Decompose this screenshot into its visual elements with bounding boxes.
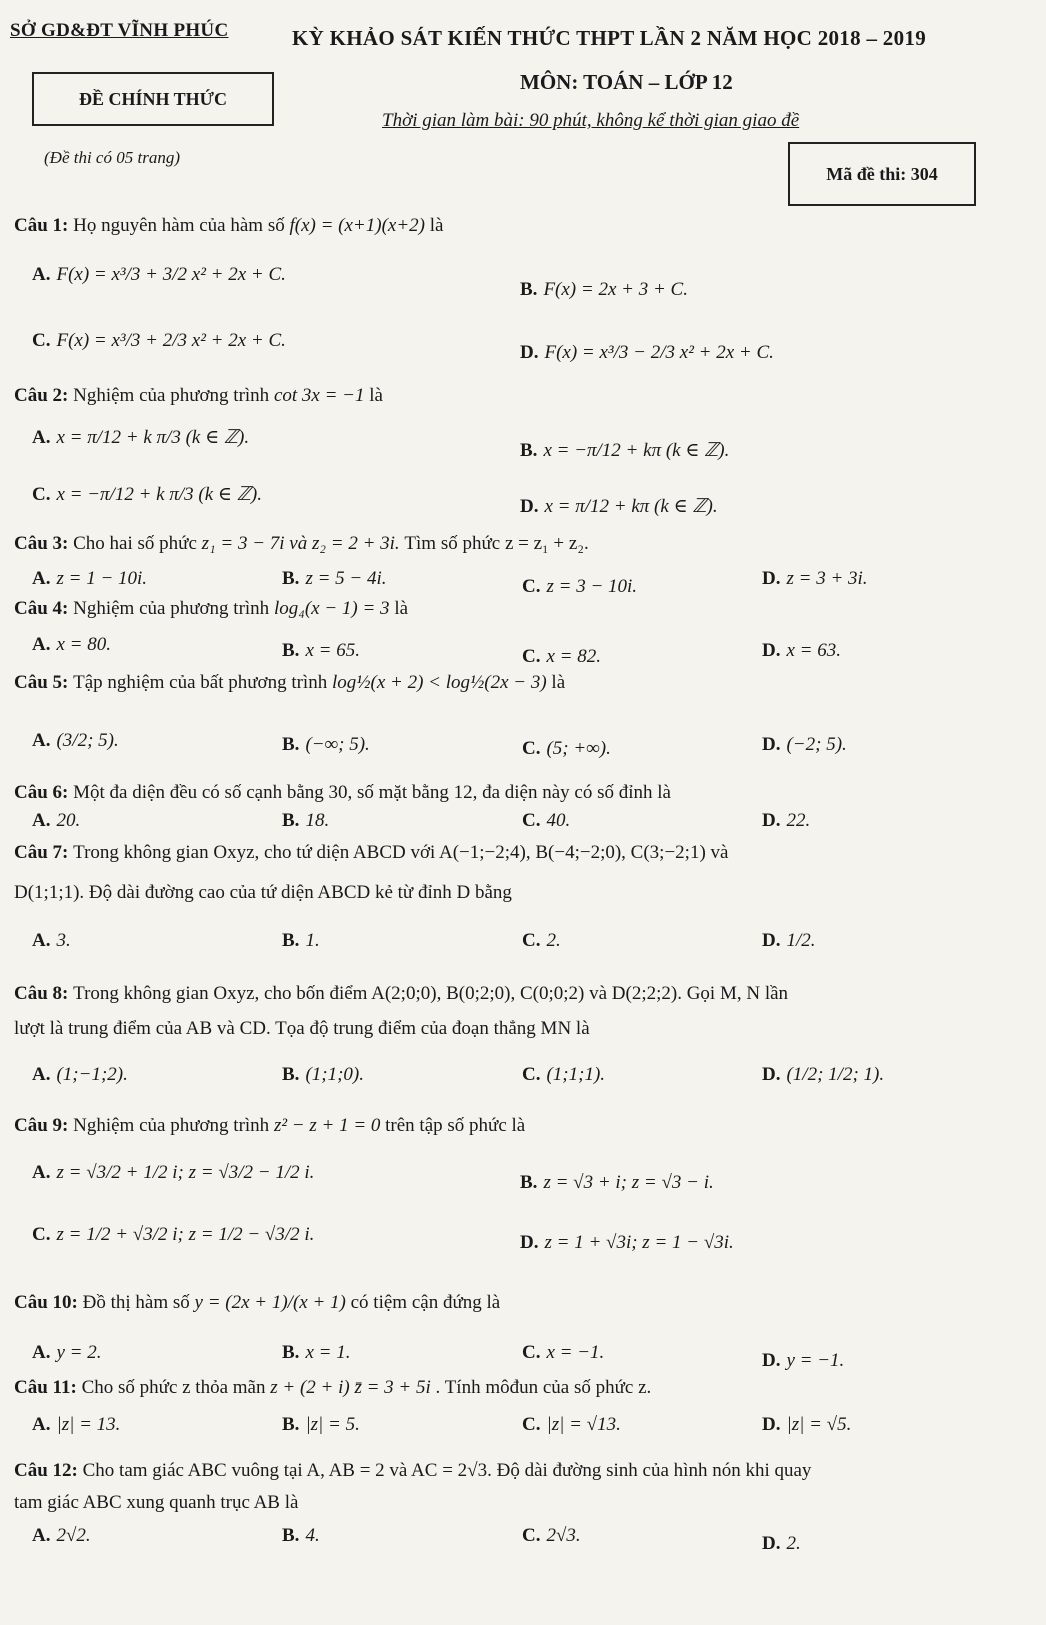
question-1-option-d[interactable] [520, 340, 774, 366]
option-label: D. [762, 1350, 781, 1371]
question-10-stem [14, 1290, 1034, 1316]
question-text: Nghiệm của phương trình [73, 598, 274, 619]
option-label: A. [32, 810, 51, 831]
question-text: Trong không gian Oxyz, cho tứ diện ABCD với A(−1;−2;4), B(−4;−2;0), C(3;−2;1) và [73, 842, 729, 863]
time-note: Thời gian làm bài: 90 phút, không kể thời gian giao đề [382, 110, 800, 131]
option-value: 2. [546, 930, 561, 951]
option-value: 1/2. [786, 930, 816, 951]
option-value: F(x) = x³/3 − 2/3 x² + 2x + C. [544, 342, 774, 363]
option-value: x = π/12 + k π/3 (k ∈ ℤ). [56, 427, 250, 448]
option-value: (1;1;0). [305, 1064, 364, 1085]
question-11-option-c[interactable] [522, 1412, 621, 1438]
question-formula: z² − z + 1 = 0 [273, 1115, 386, 1136]
question-number: Câu 4: [14, 598, 74, 619]
question-8-stem [14, 981, 1034, 1007]
question-7-option-c[interactable] [522, 928, 561, 954]
option-label: B. [520, 1172, 538, 1193]
question-5-option-b[interactable] [282, 732, 370, 758]
question-text: Họ nguyên hàm của hàm số [73, 215, 290, 236]
question-10-option-a[interactable] [32, 1340, 102, 1366]
option-label: A. [32, 264, 51, 285]
question-8-option-c[interactable] [522, 1062, 605, 1088]
question-10-option-b[interactable] [282, 1340, 350, 1366]
option-label: C. [522, 1525, 541, 1546]
question-12-continuation: tam giác ABC xung quanh trục AB là [14, 1492, 299, 1513]
option-label: D. [762, 930, 781, 951]
option-value: 2√2. [56, 1525, 91, 1546]
question-text: Cho hai số phức [73, 533, 202, 554]
option-label: A. [32, 1162, 51, 1183]
option-label: A. [32, 730, 51, 751]
question-tail: là [394, 598, 409, 619]
question-number: Câu 11: [14, 1377, 82, 1398]
question-12-option-b[interactable] [282, 1523, 320, 1549]
question-10-option-c[interactable] [522, 1340, 604, 1366]
question-6-option-a[interactable] [32, 808, 80, 834]
option-label: A. [32, 1525, 51, 1546]
option-value: z = 1 + √3i; z = 1 − √3i. [544, 1232, 734, 1253]
option-label: C. [32, 330, 51, 351]
option-value: 3. [56, 930, 71, 951]
option-label: D. [762, 810, 781, 831]
option-value: z = √3/2 + 1/2 i; z = √3/2 − 1/2 i. [56, 1162, 315, 1183]
option-value: z = 1 − 10i. [56, 568, 148, 589]
option-label: D. [520, 1232, 539, 1253]
option-label: D. [762, 1064, 781, 1085]
option-value: z = √3 + i; z = √3 − i. [543, 1172, 714, 1193]
question-7-option-d[interactable] [762, 928, 816, 954]
option-value: x = 80. [56, 634, 111, 655]
question-2-stem [14, 383, 1034, 409]
question-2-option-a[interactable] [32, 425, 249, 451]
question-number: Câu 2: [14, 385, 74, 406]
question-text: Cho số phức z thỏa mãn [81, 1377, 271, 1398]
question-tail: Tìm số phức z = z₁ + z₂. [404, 533, 589, 554]
question-tail: là [369, 385, 383, 406]
question-4-stem [14, 596, 1034, 622]
question-6-option-d[interactable] [762, 808, 810, 834]
question-formula: z + (2 + i) z̄ = 3 + 5i [270, 1377, 436, 1398]
question-3-option-d[interactable] [762, 566, 868, 592]
option-value: z = 5 − 4i. [305, 568, 387, 589]
option-value: x = −1. [546, 1342, 605, 1363]
option-label: A. [32, 568, 51, 589]
option-label: C. [522, 738, 541, 759]
option-label: D. [762, 640, 781, 661]
exam-code: Mã đề thi: 304 [788, 142, 976, 206]
option-label: D. [762, 568, 781, 589]
question-formula: y = (2x + 1)/(x + 1) [194, 1292, 351, 1313]
option-label: C. [522, 1414, 541, 1435]
option-value: x = π/12 + kπ (k ∈ ℤ). [544, 496, 718, 517]
question-number: Câu 5: [14, 672, 74, 693]
option-label: A. [32, 427, 51, 448]
option-value: 20. [56, 810, 81, 831]
option-label: D. [520, 496, 539, 517]
question-3-option-a[interactable] [32, 566, 147, 592]
question-6-stem [14, 780, 1034, 806]
exam-title: KỲ KHẢO SÁT KIẾN THỨC THPT LẦN 2 NĂM HỌC 2018 – 2019 [292, 26, 927, 50]
question-number: Câu 6: [14, 782, 74, 803]
option-label: C. [522, 1342, 541, 1363]
question-text: Cho tam giác ABC vuông tại A, AB = 2 và AC = 2√3. Độ dài đường sinh của hình nón khi quay [82, 1460, 812, 1481]
subject-title: MÔN: TOÁN – LỚP 12 [520, 70, 733, 94]
question-text: Tập nghiệm của bất phương trình [73, 672, 332, 693]
question-8-option-b[interactable] [282, 1062, 364, 1088]
option-value: z = 3 + 3i. [786, 568, 868, 589]
option-value: 4. [305, 1525, 320, 1546]
question-2-option-b[interactable] [520, 438, 729, 464]
question-formula: log½(x + 2) < log½(2x − 3) [331, 672, 552, 693]
option-label: A. [32, 1064, 51, 1085]
option-label: B. [282, 1525, 300, 1546]
question-text: Đồ thị hàm số [82, 1292, 195, 1313]
option-label: D. [520, 342, 539, 363]
department-name: SỞ GD&ĐT VĨNH PHÚC [10, 20, 229, 41]
question-text: Một đa diện đều có số cạnh bằng 30, số mặt bằng 12, đa diện này có số đỉnh là [73, 782, 671, 803]
option-value: 1. [305, 930, 320, 951]
question-12-option-a[interactable] [32, 1523, 91, 1549]
question-8-continuation: lượt là trung điểm của AB và CD. Tọa độ trung điểm của đoạn thẳng MN là [14, 1018, 590, 1039]
question-formula: cot 3x = −1 [273, 385, 370, 406]
option-value: |z| = √5. [786, 1414, 852, 1435]
option-value: |z| = 13. [56, 1414, 121, 1435]
option-value: y = 2. [56, 1342, 102, 1363]
question-4-option-c[interactable] [522, 644, 601, 670]
question-7-option-b[interactable] [282, 928, 320, 954]
question-number: Câu 7: [14, 842, 74, 863]
question-11-option-b[interactable] [282, 1412, 360, 1438]
question-9-option-a[interactable] [32, 1160, 314, 1186]
question-formula: log₄(x − 1) = 3 [273, 598, 395, 619]
question-1-option-c[interactable] [32, 328, 286, 354]
question-formula: z₁ = 3 − 7i và z₂ = 2 + 3i. [201, 533, 405, 554]
option-value: 40. [546, 810, 571, 831]
option-value: (1;1;1). [546, 1064, 606, 1085]
option-value: |z| = √13. [546, 1414, 621, 1435]
option-label: A. [32, 930, 51, 951]
question-7-continuation: D(1;1;1). Độ dài đường cao của tứ diện ABCD kẻ từ đỉnh D bằng [14, 882, 512, 903]
option-label: A. [32, 1414, 51, 1435]
option-label: B. [282, 1342, 300, 1363]
option-label: D. [762, 734, 781, 755]
option-label: C. [522, 1064, 541, 1085]
question-formula: f(x) = (x+1)(x+2) [289, 215, 430, 236]
question-3-stem [14, 531, 1034, 557]
option-label: D. [762, 1414, 781, 1435]
question-number: Câu 1: [14, 215, 74, 236]
option-value: x = 63. [786, 640, 841, 661]
question-5-option-c[interactable] [522, 736, 611, 762]
question-number: Câu 8: [14, 983, 74, 1004]
option-value: 22. [786, 810, 811, 831]
question-4-option-d[interactable] [762, 638, 841, 664]
question-4-option-a[interactable] [32, 632, 111, 658]
question-1-stem [14, 213, 1034, 239]
option-label: A. [32, 634, 51, 655]
question-5-option-d[interactable] [762, 732, 847, 758]
option-label: B. [282, 1414, 300, 1435]
official-badge: ĐỀ CHÍNH THỨC [32, 72, 274, 126]
question-9-option-b[interactable] [520, 1170, 714, 1196]
question-text: Nghiệm của phương trình [73, 1115, 274, 1136]
question-6-option-c[interactable] [522, 808, 570, 834]
question-number: Câu 9: [14, 1115, 74, 1136]
option-label: C. [32, 484, 51, 505]
question-7-stem [14, 840, 1034, 866]
question-text: Trong không gian Oxyz, cho bốn điểm A(2;0;0), B(0;2;0), C(0;0;2) và D(2;2;2). Gọi M, N lần [73, 983, 789, 1004]
question-tail: trên tập số phức là [385, 1115, 526, 1136]
option-value: x = −π/12 + k π/3 (k ∈ ℤ). [56, 484, 262, 505]
option-label: B. [520, 440, 538, 461]
option-label: A. [32, 1342, 51, 1363]
question-1-option-b[interactable] [520, 277, 688, 303]
option-value: F(x) = x³/3 + 2/3 x² + 2x + C. [56, 330, 286, 351]
option-value: x = 65. [305, 640, 360, 661]
question-5-stem [14, 670, 1034, 696]
question-tail: là [429, 215, 444, 236]
option-value: z = 3 − 10i. [546, 576, 638, 597]
option-value: F(x) = 2x + 3 + C. [543, 279, 688, 300]
question-tail: . Tính môđun của số phức z. [435, 1377, 652, 1398]
question-11-stem [14, 1375, 1034, 1401]
option-label: B. [520, 279, 538, 300]
question-10-option-d[interactable] [762, 1348, 844, 1374]
option-label: B. [282, 640, 300, 661]
option-label: B. [282, 810, 300, 831]
question-8-option-a[interactable] [32, 1062, 128, 1088]
option-value: 18. [305, 810, 330, 831]
question-tail: là [551, 672, 566, 693]
question-7-option-a[interactable] [32, 928, 71, 954]
option-value: y = −1. [786, 1350, 845, 1371]
question-tail: có tiệm cận đứng là [350, 1292, 501, 1313]
question-9-option-d[interactable] [520, 1230, 734, 1256]
question-1-option-a[interactable] [32, 262, 286, 288]
question-9-option-c[interactable] [32, 1222, 314, 1248]
option-value: x = 1. [305, 1342, 351, 1363]
option-value: x = 82. [546, 646, 601, 667]
option-label: C. [522, 576, 541, 597]
option-label: B. [282, 568, 300, 589]
question-9-stem [14, 1113, 1034, 1139]
option-value: 2. [786, 1533, 801, 1554]
option-label: C. [522, 930, 541, 951]
option-value: (1;−1;2). [56, 1064, 128, 1085]
option-label: C. [522, 646, 541, 667]
question-12-option-d[interactable] [762, 1531, 801, 1557]
question-4-option-b[interactable] [282, 638, 360, 664]
option-value: (3/2; 5). [56, 730, 119, 751]
option-label: B. [282, 930, 300, 951]
option-value: z = 1/2 + √3/2 i; z = 1/2 − √3/2 i. [56, 1224, 315, 1245]
option-value: 2√3. [546, 1525, 581, 1546]
option-label: C. [522, 810, 541, 831]
question-8-option-d[interactable] [762, 1062, 884, 1088]
question-3-option-b[interactable] [282, 566, 387, 592]
option-label: C. [32, 1224, 51, 1245]
option-label: D. [762, 1533, 781, 1554]
option-label: B. [282, 1064, 300, 1085]
pages-note: (Đề thi có 05 trang) [44, 148, 180, 167]
question-5-option-a[interactable] [32, 728, 119, 754]
option-label: B. [282, 734, 300, 755]
question-text: Nghiệm của phương trình [73, 385, 274, 406]
question-11-option-a[interactable] [32, 1412, 120, 1438]
option-value: (−∞; 5). [305, 734, 370, 755]
question-2-option-c[interactable] [32, 482, 262, 508]
question-number: Câu 3: [14, 533, 74, 554]
option-value: F(x) = x³/3 + 3/2 x² + 2x + C. [56, 264, 286, 285]
question-6-option-b[interactable] [282, 808, 329, 834]
option-value: (5; +∞). [546, 738, 611, 759]
question-2-option-d[interactable] [520, 494, 718, 520]
option-value: x = −π/12 + kπ (k ∈ ℤ). [543, 440, 730, 461]
option-value: |z| = 5. [305, 1414, 360, 1435]
question-number: Câu 12: [14, 1460, 83, 1481]
question-12-option-c[interactable] [522, 1523, 581, 1549]
question-12-stem [14, 1458, 1034, 1484]
option-value: (1/2; 1/2; 1). [786, 1064, 885, 1085]
question-number: Câu 10: [14, 1292, 83, 1313]
option-value: (−2; 5). [786, 734, 847, 755]
question-11-option-d[interactable] [762, 1412, 851, 1438]
